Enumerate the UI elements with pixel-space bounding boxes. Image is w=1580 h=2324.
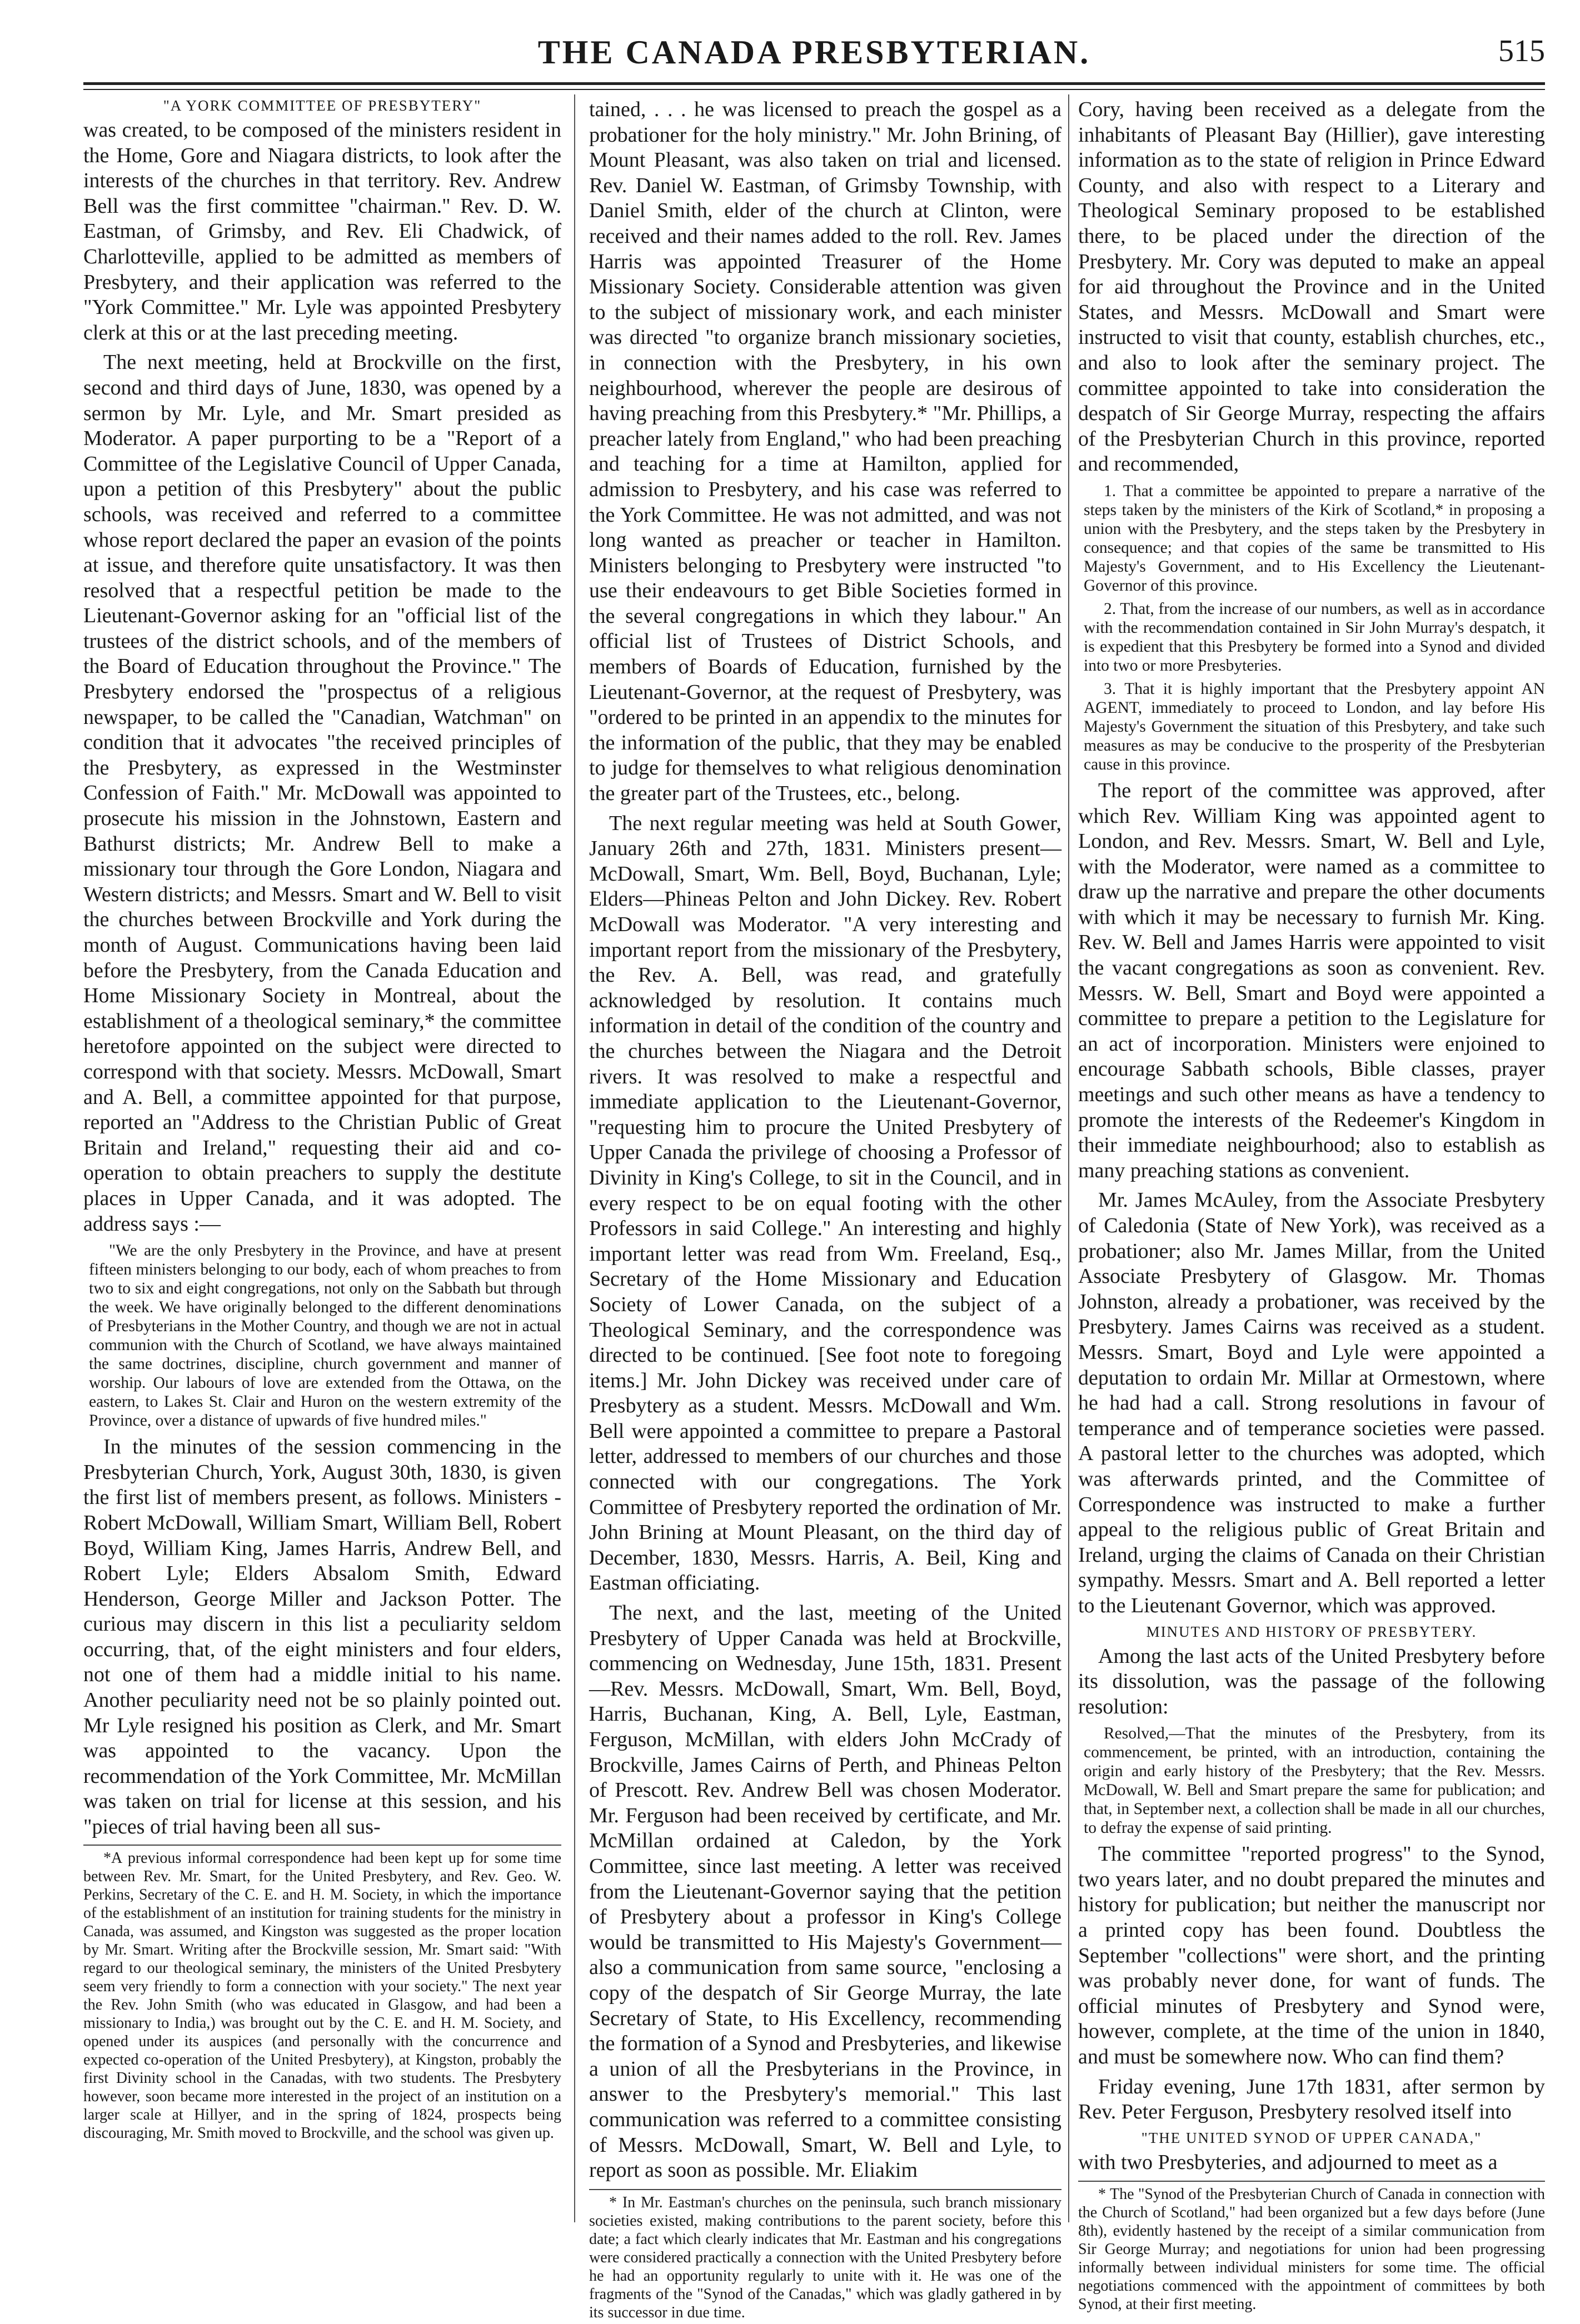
paragraph: The next regular meeting was held at South Gower, January 26th and 27th, 1831. Ministers present—McDowall, Smart, Wm. Bell, Boyd, Buchanan, Lyle; Elders—Phineas Pelton and John Dickey. Rev. Robert McDowall was Moderator. "A very interesting and important report from the missionary of the Presbytery, the Rev. A. Bell, was read, and gratefully acknowledged by resolution. It contains much information in detail of the condition of the country and the churches between the Niagara and the Detroit rivers. It was resolved to make a respectful and immediate application to the Lieutenant-Governor, "requesting him to procure the United Presbytery of Upper Canada the privilege of choosing a Professor of Divinity in King's College, to sit in the Council, and in every respect to be on equal footing with the other Professors in said College." An interesting and highly important letter was read from Wm. Freeland, Esq., Secretary of the Home Missionary and Education Society of Lower Canada, on the subject of a Theological Seminary, and the correspondence was directed to be continued. [See foot note to foregoing items.] Mr. John Dickey was received under care of Presbytery as a student. Messrs. McDowall and Wm. Bell were appointed a committee to prepare a Pastoral letter, addressed to members of our churches and those connected with our congregations. The York Committee of Presbytery reported the ordination of Mr. John Brining at Mount Pleasant, on the third day of December, 1830, Messrs. Harris, A. Beil, King and Eastman officiating. [589, 811, 1061, 1595]
resolution: Resolved,—That the minutes of the Presbytery, from its commencement, be printed, with an introduction, containing the origin and early history of the Presbytery; that the Rev. Messrs. McDowall, W. Bell and Smart prepare the same for publication; and that, in September next, a collection shall be made in all our churches, to defray the expense of said printing. [1084, 1725, 1545, 1837]
column-2 [589, 97, 1061, 2324]
paragraph: The report of the committee was approved, after which Rev. William King was appointed agent to London, and Rev. Messrs. Smart, W. Bell and Lyle, with the Moderator, were named as a committee to draw up the narrative and prepare the other documents with which it may be necessary to furnish Mr. King. Rev. W. Bell and James Harris were appointed to visit the vacant congregations as soon as convenient. Rev. Messrs. W. Bell, Smart and Boyd were appointed a committee to prepare a petition to the Legislature for an act of incorporation. Ministers were enjoined to encourage Sabbath schools, Bible classes, prayer meetings and such other means as have a tendency to promote the interests of the Redeemer's Kingdom in their immediate neighbourhood; also to establish as many preaching stations as convenient. [1078, 778, 1545, 1182]
numbered-item: 3. That it is highly important that the Presbytery appoint AN AGENT, immediately to proceed to London, and lay before His Majesty's Government the situation of this Presbytery, and take such measures as may be conducive to the prosperity of the Presbyterian cause in this province. [1084, 679, 1545, 773]
section-heading: "THE UNITED SYNOD OF UPPER CANADA," [1141, 2129, 1482, 2146]
paragraph: Cory, having been received as a delegate from the inhabitants of Pleasant Bay (Hillier), gave interesting information as to the state of religion in Prince Edward County, and also with respect to a Literary and Theological Seminary proposed to be established there, to be placed under the direction of the Presbytery. Mr. Cory was deputed to make an appeal for aid throughout the Province and in the United States, and Messrs. McDowall and Smart were instructed to visit that county, establish churches, etc., and also to look after the seminary project. The committee appointed to take into consideration the despatch of Sir George Murray, respecting the affairs of the Presbyterian Church in this province, reported and recommended, [1078, 98, 1545, 476]
page-number: 515 [1498, 34, 1545, 68]
footnote: * In Mr. Eastman's churches on the peninsula, such branch missionary societies existed, making contributions to the parent society, before this date; a fact which clearly indicates that Mr. Eastman and his congregations were considered practically a connection with the United Presbytery before he had an opportunity regularly to unite with it. He was one of the fragments of the "Synod of the Canadas," which was gladly gathered in by its successor in due time. [589, 2193, 1061, 2321]
header-rule [83, 82, 1545, 85]
footnote: *A previous informal correspondence had been kept up for some time between Rev. Mr. Smart, for the United Presbytery, and Rev. Geo. W. Perkins, Secretary of the C. E. and H. M. Society, in which the importance of the establishment of an institution for training students for the ministry in Canada, was assumed, and Kingston was suggested as the proper location by Mr. Smart. Writing after the Brockville session, Mr. Smart said: "With regard to our theological seminary, the ministers of the United Presbytery seem very friendly to form a connection with your society." The next year the Rev. John Smith (who was educated in Glasgow, and had been a missionary to India,) was brought out by the C. E. and H. M. Society, and opened under its auspices (and personally with the concurrence and expected co-operation of the United Presbytery), at Kingston, probably the first Divinity school in the Canadas, with two students. The Presbytery however, soon became more interested in the project of an institution on a larger scale at Hillyer, and in the spring of 1824, prospects being discouraging, Mr. Smith moved to Brockville, and the school was given up. [83, 1849, 561, 2142]
paragraph: Mr. James McAuley, from the Associate Presbytery of Caledonia (State of New York), was received as a probationer; also Mr. James Millar, from the United Associate Presbytery of Glasgow. Mr. Thomas Johnston, already a probationer, was received by the Presbytery. James Cairns was received as a student. Messrs. Smart, Boyd and Lyle were appointed a deputation to ordain Mr. Millar at Ormestown, where he had had a call. Strong resolutions in favour of temperance and of temperance societies were passed. A pastoral letter to the churches was adopted, which was afterwards printed, and the Committee of Correspondence was instructed to make a further appeal to the religious public of Great Britain and Ireland, urging the claims of Canada on their Christian sympathy. Messrs. Smart and A. Bell reported a letter to the Lieutenant Governor, which was approved. [1078, 1188, 1545, 1617]
block-quote: "We are the only Presbytery in the Province, and have at present fifteen ministers belonging to our body, each of whom preaches to from two to six and eight congregations, not only on the Sabbath but through the week. We have originally belonged to the different denominations of Presbyterians in the Mother Country, and though we are not in actual communion with the Church of Scotland, we have always maintained the same doctrines, discipline, church government and manner of worship. Our labours of love are extended from the Ottawa, on the eastern, to Lakes St. Clair and Huron on the western extremity of the Province, over a distance of upwards of five hundred miles." [89, 1242, 561, 1430]
page-title: THE CANADA PRESBYTERIAN. [537, 34, 1091, 71]
numbered-item: 2. That, from the increase of our numbers, as well as in accordance with the recommendation contained in Sir John Murray's despatch, it is expedient that this Presbytery be formed into a Synod and divided into two or more Presbyteries. [1084, 599, 1545, 674]
numbered-item: 1. That a committee be appointed to prepare a narrative of the steps taken by the ministers of the Kirk of Scotland,* in proposing a union with the Presbytery, and the steps taken by the Presbytery in consequence; and that copies of the same be transmitted to His Majesty's Government, and to His Excellency the Lieutenant-Governor of this province. [1084, 482, 1545, 594]
paragraph: The committee "reported progress" to the Synod, two years later, and no doubt prepared the minutes and history for publication; but neither the manuscript nor a printed copy has been found. Doubtless the September "collections" were short, and the printing was probably never done, for want of funds. The official minutes of Presbytery and Synod were, however, complete, at the time of the union in 1840, and must be somewhere now. Who can find them? [1078, 1842, 1545, 2069]
section-heading: MINUTES AND HISTORY OF PRESBYTERY. [1146, 1623, 1477, 1640]
footnote-rule [83, 1845, 561, 1846]
column-divider [574, 94, 575, 2222]
paragraph: Among the last acts of the United Presbytery before its dissolution, was the passage of the following resolution: [1078, 1644, 1545, 1718]
paragraph: tained, . . . he was licensed to preach the gospel as a probationer for the holy ministry." Mr. John Brining, of Mount Pleasant, was also taken on trial and licensed. Rev. Daniel W. Eastman, of Grimsby Township, with Daniel Smith, elder of the church at Clinton, were received and their names added to the roll. Rev. James Harris was appointed Treasurer of the Home Missionary Society. Considerable attention was given to the subject of missionary work, and each minister was directed "to organize branch missionary societies, in connection with the Presbytery, in his own neighbourhood, wherever the people are desirous of having preaching from this Presbytery.* "Mr. Phillips, a preacher lately from England," who had been preaching and teaching for a time at Hamilton, applied for admission to Presbytery, and his case was referred to the York Committee. He was not admitted, and was not long wanted as preacher or teacher in Hamilton. Ministers belonging to Presbytery were instructed "to use their endeavours to get Bible Societies formed in the several congregations in which they labour." An official list of Trustees of District Schools, and members of Boards of Education, furnished by the Lieutenant-Governor, at the request of Presbytery, was "ordered to be printed in an appendix to the minutes for the information of the public, that they may be enabled to judge for themselves to what religious denomination the greater part of the Trustees, etc., belong. [589, 98, 1061, 806]
header-rule-thin [83, 89, 1545, 90]
footnote-rule [589, 2189, 1061, 2190]
page-header [83, 33, 1545, 89]
footnote-rule [1078, 2181, 1545, 2182]
paragraph: Friday evening, June 17th 1831, after sermon by Rev. Peter Ferguson, Presbytery resolved itself into [1078, 2075, 1545, 2124]
paragraph: with two Presbyteries, and adjourned to meet as a [1078, 2150, 1498, 2174]
footnote: * The "Synod of the Presbyterian Church of Canada in connection with the Church of Scotland," had been organized but a few days before (June 8th), evidently hastened by the receipt of a similar communication from Sir George Murray; and negotiations for union had been progressing informally between individual ministers for some time. The official negotiations commenced with the appointment of committees by both Synod, at their first meeting. [1078, 2186, 1545, 2313]
paragraph: The next, and the last, meeting of the United Presbytery of Upper Canada was held at Brockville, commencing on Wednesday, June 15th, 1831. Present—Rev. Messrs. McDowall, Smart, Wm. Bell, Boyd, Harris, Buchanan, King, A. Bell, Lyle, Eastman, Ferguson, McMillan, with elders John McCrady of Brockville, James Cairns of Perth, and Phineas Pelton of Prescott. Rev. Andrew Bell was chosen Moderator. Mr. Ferguson had been received by certificate, and Mr. McMillan ordained at Caledon, by the York Committee, since last meeting. A letter was received from the Lieutenant-Governor saying that the petition of Presbytery about a professor in King's College would be transmitted to His Majesty's Government—also a communication from same source, "enclosing a copy of the despatch of Sir George Murray, the late Secretary of State, to His Excellency, recommending the formation of a Synod and Presbyteries, and likewise a union of all the Presbyterians in the Province, in answer to the Presbytery's memorial." This last communication was referred to a committee consisting of Messrs. McDowall, Smart, W. Bell and Lyle, to report as soon as possible. Mr. Eliakim [589, 1601, 1061, 2182]
section-heading: "A YORK COMMITTEE OF PRESBYTERY" [163, 97, 482, 114]
paragraph: In the minutes of the session commencing in the Presbyterian Church, York, August 30th, 1830, is given the first list of members present, as follows. Ministers - Robert McDowall, William Smart, William Bell, Robert Boyd, William King, James Harris, Andrew Bell, and Robert Lyle; Elders Absalom Smith, Edward Henderson, George Miller and Jackson Potter. The curious may discern in this list a peculiarity seldom occurring, that, of the eight ministers and four elders, not one of them had a middle initial to his name. Another peculiarity need not be so plainly pointed out. Mr Lyle resigned his position as Clerk, and Mr. Smart was appointed to the vacancy. Upon the recommendation of the York Committee, Mr. McMillan was taken on trial for license at this session, and his "pieces of trial having been all sus- [83, 1435, 561, 1839]
column-1 [83, 97, 561, 2145]
column-divider [1068, 94, 1069, 2222]
column-3 [1078, 97, 1545, 2316]
paragraph: was created, to be composed of the ministers resident in the Home, Gore and Niagara districts, to look after the interests of the churches in that territory. Rev. Andrew Bell was the first committee "chairman." Rev. D. W. Eastman, of Grimsby, and Rev. Eli Chadwick, of Charlotteville, applied to be admitted as members of Presbytery, and their application was referred to the "York Committee." Mr. Lyle was appointed Presbytery clerk at this or at the last preceding meeting. [83, 118, 561, 344]
paragraph: The next meeting, held at Brockville on the first, second and third days of June, 1830, was opened by a sermon by Mr. Lyle, and Mr. Smart presided as Moderator. A paper purporting to be a "Report of a Committee of the Legislative Council of Upper Canada, upon a petition of this Presbytery" about the public schools, was received and referred to a committee whose report declared the paper an evasion of the points at issue, and therefore quite unsatisfactory. It was then resolved that a respectful petition be made to the Lieutenant-Governor asking for an "official list of the trustees of the district schools, and of the members of the Board of Education throughout the Province." The Presbytery endorsed the "prospectus of a religious newspaper, to be called the "Canadian, Watchman" on condition that it advocates "the received principles of the Presbytery, as expressed in the Westminster Confession of Faith." Mr. McDowall was appointed to prosecute his mission in the Johnstown, Eastern and Bathurst districts; Mr. Andrew Bell to make a missionary tour through the Gore London, Niagara and Western districts; and Messrs. Smart and W. Bell to visit the churches between Brockville and York during the month of August. Communications having been laid before the Presbytery, from the Canada Education and Home Missionary Society in Montreal, about the establishment of a theological seminary,* the committee heretofore appointed on the subject were directed to correspond with that society. Messrs. McDowall, Smart and A. Bell, a committee appointed for that purpose, reported an "Address to the Christian Public of Great Britain and Ireland," requesting their aid and co-operation to obtain preachers to supply the destitute places in Upper Canada, and it was adopted. The address says :— [83, 351, 561, 1236]
